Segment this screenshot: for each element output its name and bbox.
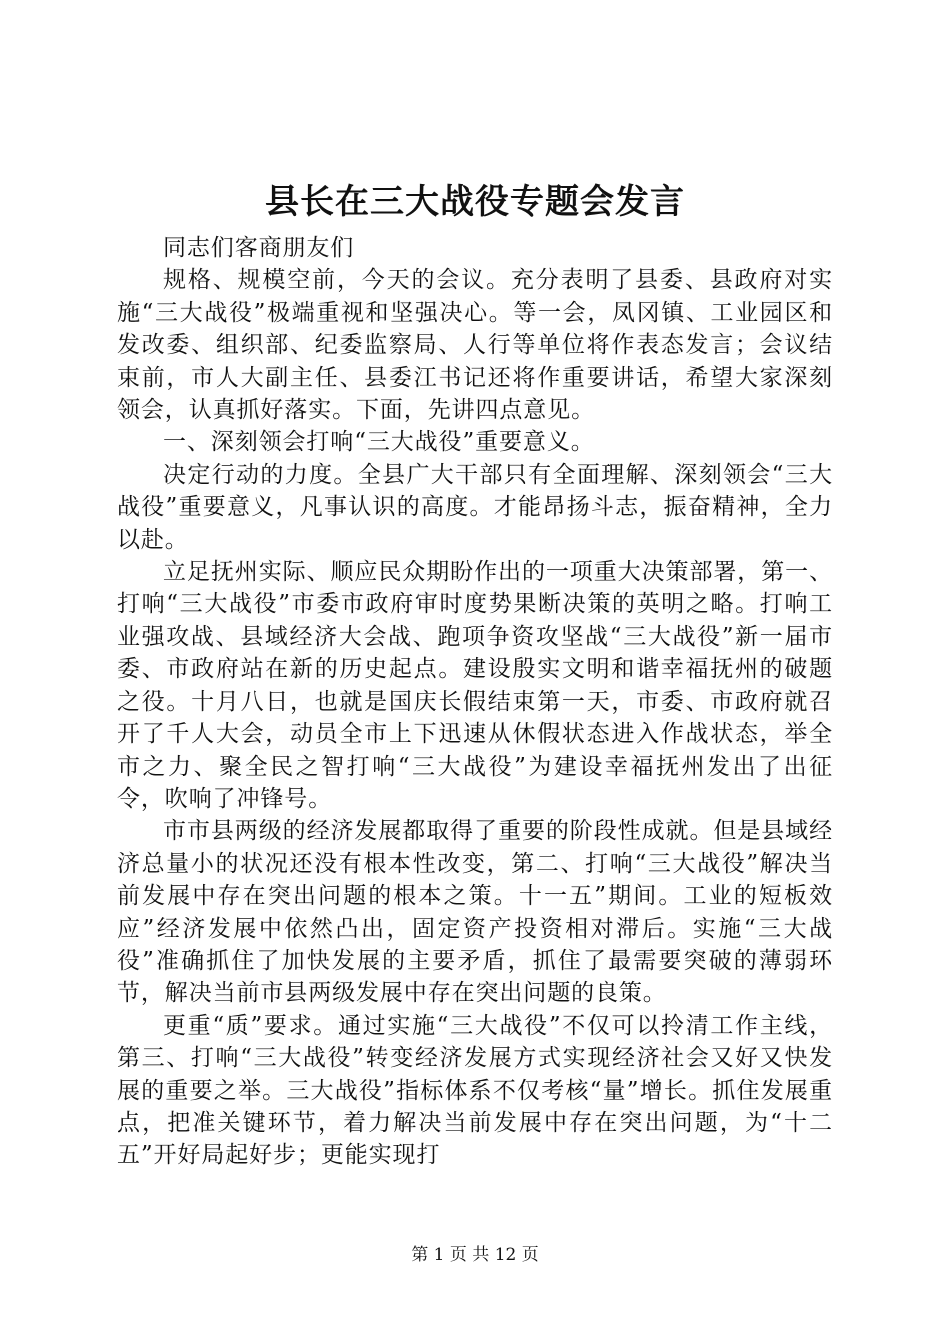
paragraph-point-two: 市市县两级的经济发展都取得了重要的阶段性成就。但是县域经济总量小的状况还没有根本性改变，第二、打响“三大战役”解决当前发展中存在突出问题的根本之策。十一五”期间。工业的短板效应”经济发展中依然凸出，固定资产投资相对滞后。实施“三大战役”准确抓住了加快发展的主要矛盾，抓住了最需要突破的薄弱环节，解决当前市县两级发展中存在突出问题的良策。 [117, 818, 833, 1007]
paragraph-salutation: 同志们客商朋友们 [163, 235, 355, 261]
page-number-footer: 第 1 页 共 12 页 [411, 1245, 539, 1265]
paragraph-intro: 规格、规模空前，今天的会议。充分表明了县委、县政府对实施“三大战役”极端重视和坚强决心。等一会，凤冈镇、工业园区和发改委、组织部、纪委监察局、人行等单位将作表态发言；会议结束前，市人大副主任、县委江书记还将作重要讲话，希望大家深刻领会，认真抓好落实。下面，先讲四点意见。 [117, 267, 833, 424]
document-body [117, 232, 833, 1172]
paragraph-action: 决定行动的力度。全县广大干部只有全面理解、深刻领会“三大战役”重要意义，凡事认识的高度。才能昂扬斗志，振奋精神，全力以赴。 [117, 461, 833, 553]
paragraph-point-one: 立足抚州实际、顺应民众期盼作出的一项重大决策部署，第一、打响“三大战役”市委市政府审时度势果断决策的英明之略。打响工业强攻战、县域经济大会战、跑项争资攻坚战“三大战役”新一届市委、市政府站在新的历史起点。建设殷实文明和谐幸福抚州的破题之役。十月八日，也就是国庆长假结束第一天，市委、市政府就召开了千人大会，动员全市上下迅速从休假状态进入作战状态，举全市之力、聚全民之智打响“三大战役”为建设幸福抚州发出了出征令，吹响了冲锋号。 [117, 559, 833, 812]
document-title: 县长在三大战役专题会发言 [265, 182, 685, 222]
paragraph-point-three: 更重“质”要求。通过实施“三大战役”不仅可以拎清工作主线，第三、打响“三大战役”转变经济发展方式实现经济社会又好又快发展的重要之举。三大战役”指标体系不仅考核“量”增长。抓住发展重点，把准关键环节，着力解决当前发展中存在突出问题，为“十二五”开好局起好步；更能实现打 [117, 1012, 833, 1169]
paragraph-heading-one: 一、深刻领会打响“三大战役”重要意义。 [163, 429, 595, 456]
